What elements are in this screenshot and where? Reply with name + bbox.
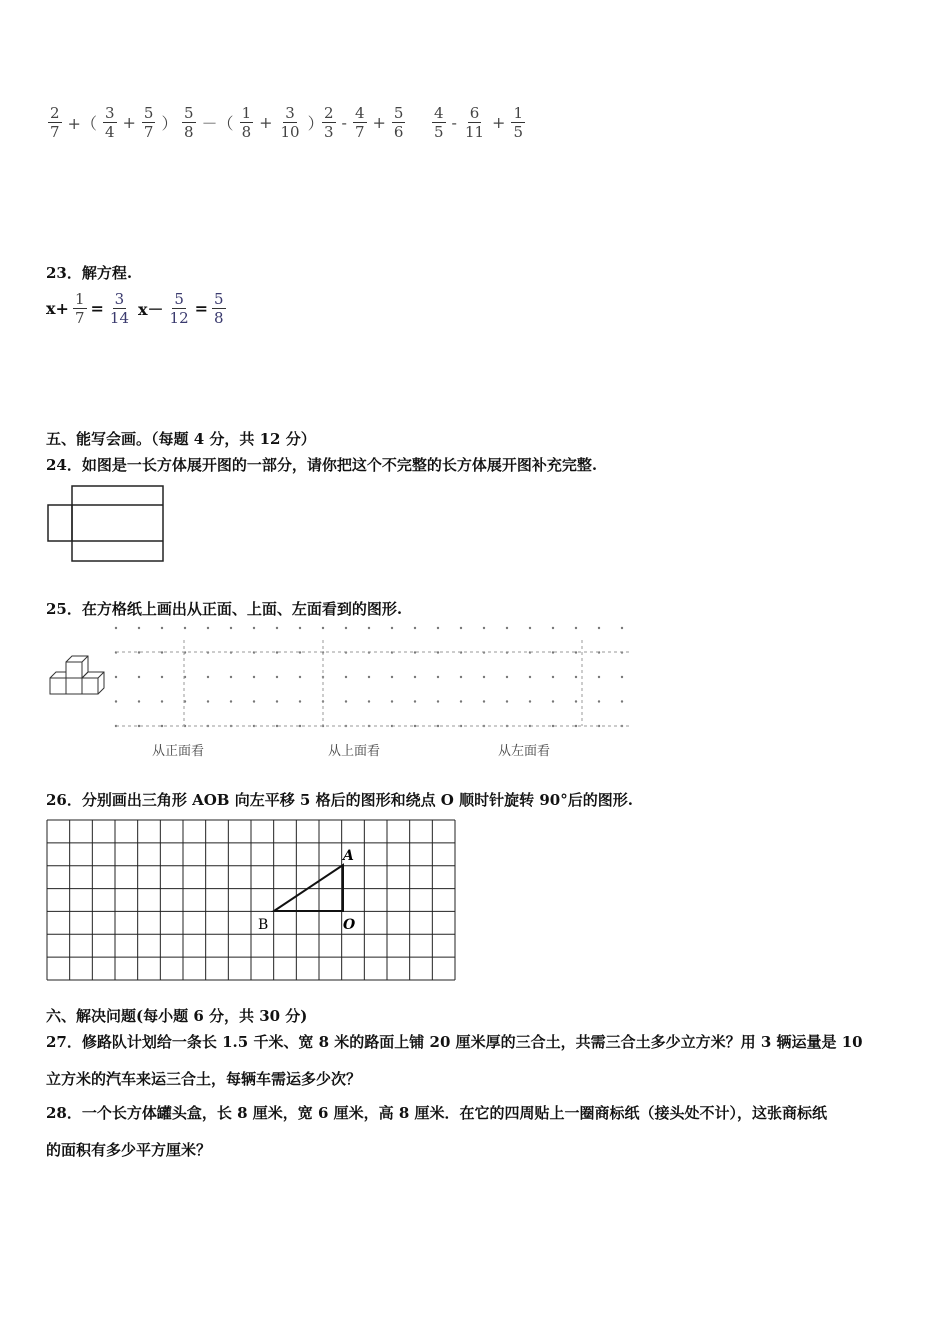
- grid-dot: [414, 627, 416, 629]
- grid-dot: [621, 627, 623, 629]
- fraction: $\frac{4}{7}$: [354, 104, 365, 141]
- grid-dot: [138, 627, 140, 629]
- question-26-text: 26．分别画出三角形 AOB 向左平移 5 格后的图形和绕点 O 顺时针旋转 90°后的图形.: [46, 791, 633, 809]
- fraction: $\frac{4}{5}$: [434, 104, 444, 141]
- grid-dot: [391, 700, 393, 702]
- grid-dot: [575, 700, 577, 702]
- grid-dot: [437, 700, 439, 702]
- question-27-line-2: 立方米的汽车来运三合土，每辆车需运多少次？: [46, 1070, 362, 1088]
- grid-dot: [621, 676, 623, 678]
- point-a-label: A: [343, 848, 354, 864]
- grid-dot: [161, 651, 163, 653]
- grid-dot: [276, 676, 278, 678]
- fraction: $\frac{2}{3}$: [324, 104, 334, 141]
- fraction: $\frac{3}{10}$: [280, 104, 300, 141]
- grid-dot: [460, 627, 462, 629]
- grid-dot: [299, 627, 301, 629]
- grid-dot: [345, 627, 347, 629]
- question-28-line-2: 的面积有多少平方厘米？: [46, 1141, 212, 1159]
- grid-dot: [230, 676, 232, 678]
- grid-dot: [207, 700, 209, 702]
- question-28-line-1: 28．一个长方体罐头盒，长 8 厘米，宽 6 厘米，高 8 厘米．在它的四周贴上一圈商标纸（接头处不计），这张商标纸: [46, 1104, 828, 1122]
- stacked-cubes-figure: [46, 652, 108, 700]
- fraction: $\frac{1}{7}$: [74, 290, 85, 327]
- fraction: $\frac{5}{7}$: [143, 104, 154, 141]
- square-grid: [47, 820, 455, 980]
- grid-dot: [575, 676, 577, 678]
- grid-dot: [506, 700, 508, 702]
- grid-dot: [115, 676, 117, 678]
- fraction: $\frac{3}{4}$: [104, 104, 115, 141]
- grid-dot: [529, 627, 531, 629]
- fraction-exercise-2: $\frac{5}{8}$ －（ $\frac{1}{8}$ + $\frac{3}{10}$ ）: [184, 104, 324, 141]
- grid-dot: [161, 700, 163, 702]
- view-label-top: 从上面看: [328, 744, 381, 759]
- fraction: $\frac{5}{8}$: [184, 104, 194, 141]
- grid-dot: [414, 651, 416, 653]
- grid-dot: [483, 627, 485, 629]
- grid-dot: [184, 627, 186, 629]
- grid-dot: [437, 725, 439, 727]
- grid-dot: [621, 700, 623, 702]
- grid-dot: [437, 627, 439, 629]
- grid-dot: [575, 725, 577, 727]
- grid-dot: [552, 676, 554, 678]
- grid-dot: [345, 676, 347, 678]
- fraction-exercise-1: $\frac{2}{7}$ +（ $\frac{3}{4}$ + $\frac{5}{7}$ ）: [50, 104, 178, 141]
- view-label-front: 从正面看: [152, 744, 205, 759]
- grid-dot: [575, 627, 577, 629]
- triangle-aob: [274, 865, 343, 911]
- grid-dot: [506, 627, 508, 629]
- grid-dot: [138, 651, 140, 653]
- grid-dot: [506, 676, 508, 678]
- grid-dot: [414, 700, 416, 702]
- fraction: $\frac{2}{7}$: [50, 104, 60, 141]
- fraction: $\frac{1}{5}$: [513, 104, 523, 141]
- grid-dot: [391, 627, 393, 629]
- grid-dot: [552, 651, 554, 653]
- fraction: $\frac{5}{6}$: [393, 104, 404, 141]
- point-o-label: O: [343, 917, 356, 933]
- grid-dot: [483, 700, 485, 702]
- grid-dot: [299, 725, 301, 727]
- question-27-line-1: 27．修路队计划给一条长 1.5 千米、宽 8 米的路面上铺 20 厘米厚的三合土，共需三合土多少立方米？用 3 辆运量是 10: [46, 1033, 863, 1051]
- grid-dot: [276, 651, 278, 653]
- grid-dot: [161, 627, 163, 629]
- view-label-left: 从左面看: [498, 744, 551, 759]
- grid-dot: [437, 651, 439, 653]
- point-b-label: B: [258, 917, 269, 933]
- grid-dot: [253, 700, 255, 702]
- cuboid-net-figure: [46, 484, 168, 564]
- grid-dot: [299, 651, 301, 653]
- grid-dot: [299, 676, 301, 678]
- grid-dot: [230, 627, 232, 629]
- equation-1: x+ $\frac{1}{7}$ = $\frac{3}{14}$: [46, 290, 129, 327]
- grid-dot: [529, 676, 531, 678]
- fraction: $\frac{1}{8}$: [241, 104, 252, 141]
- fraction-exercise-3: $\frac{2}{3}$ - $\frac{4}{7}$ + $\frac{5}{6}$: [324, 104, 404, 141]
- grid-dot: [368, 627, 370, 629]
- grid-dot: [575, 651, 577, 653]
- grid-dot: [230, 700, 232, 702]
- grid-dot: [276, 627, 278, 629]
- section-6-heading: 六、解决问题(每小题 6 分，共 30 分): [46, 1007, 308, 1025]
- equation-2: x－ $\frac{5}{12}$ = $\frac{5}{8}$: [138, 290, 224, 327]
- grid-dot: [460, 676, 462, 678]
- grid-dots: [115, 627, 623, 727]
- grid-dot: [138, 725, 140, 727]
- net-side-face: [48, 505, 72, 541]
- grid-dot: [460, 700, 462, 702]
- net-outer-rect: [72, 486, 163, 561]
- grid-dot: [115, 627, 117, 629]
- grid-dot: [529, 700, 531, 702]
- grid-dot: [368, 676, 370, 678]
- grid-dot: [299, 700, 301, 702]
- fraction: $\frac{3}{14}$: [109, 290, 129, 327]
- grid-dot: [276, 700, 278, 702]
- grid-dot: [207, 627, 209, 629]
- grid-dot: [483, 676, 485, 678]
- fraction: $\frac{5}{8}$: [214, 290, 224, 327]
- grid-dot: [552, 627, 554, 629]
- grid-dot: [414, 676, 416, 678]
- grid-dot: [598, 627, 600, 629]
- fraction: $\frac{5}{12}$: [169, 290, 189, 327]
- grid-dot: [598, 676, 600, 678]
- fraction-exercise-4: $\frac{4}{5}$ - $\frac{6}{11}$ + $\frac{1}{5}$: [434, 104, 523, 141]
- grid-dot: [414, 725, 416, 727]
- grid-dot: [552, 725, 554, 727]
- section-5-heading: 五、能写会画。（每题 4 分，共 12 分）: [46, 430, 316, 448]
- grid-dot: [322, 627, 324, 629]
- grid-dot: [276, 725, 278, 727]
- question-23-title: 23．解方程.: [46, 264, 133, 282]
- grid-dot: [207, 676, 209, 678]
- grid-dot: [345, 700, 347, 702]
- grid-dot: [391, 676, 393, 678]
- grid-dot: [598, 700, 600, 702]
- grid-dot: [368, 700, 370, 702]
- grid-dot: [138, 676, 140, 678]
- grid-dot: [161, 676, 163, 678]
- grid-dot: [253, 627, 255, 629]
- grid-dot: [437, 676, 439, 678]
- grid-dot: [253, 676, 255, 678]
- dot-grid-paper: [110, 622, 635, 734]
- grid-dot: [115, 700, 117, 702]
- grid-dot: [161, 725, 163, 727]
- fraction: $\frac{6}{11}$: [464, 104, 485, 141]
- grid-dot: [138, 700, 140, 702]
- square-grid-figure: [46, 819, 458, 982]
- question-25-text: 25．在方格纸上画出从正面、上面、左面看到的图形.: [46, 600, 403, 618]
- grid-dot: [552, 700, 554, 702]
- question-24-text: 24．如图是一长方体展开图的一部分，请你把这个不完整的长方体展开图补充完整.: [46, 456, 598, 474]
